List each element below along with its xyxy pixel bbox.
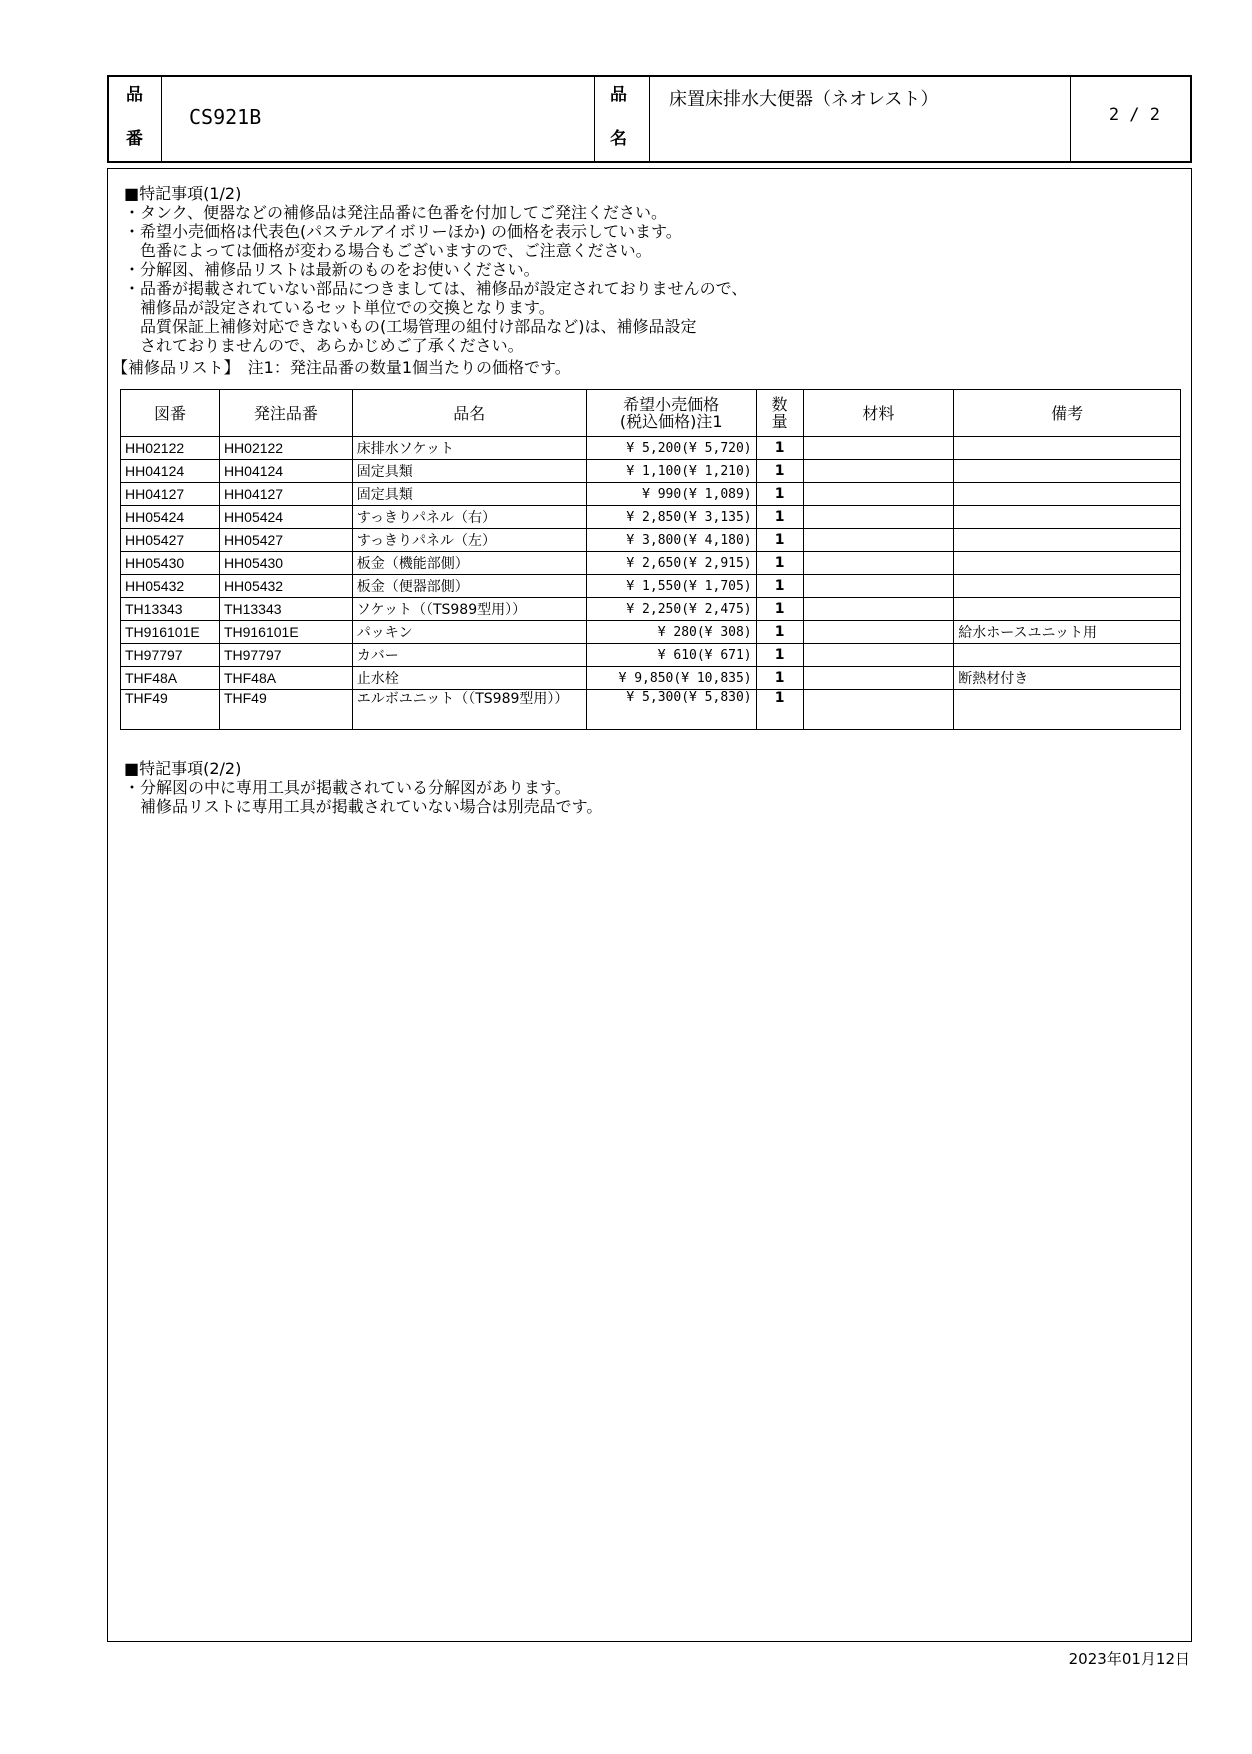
note-line: ・品番が掲載されていない部品につきましては、補修品が設定されておりませんので、 — [124, 279, 748, 298]
cell-fig: HH04124 — [121, 460, 220, 483]
header-price-line1: 希望小売価格 — [623, 395, 720, 414]
cell-price: ¥ 1,550(¥ 1,705) — [586, 575, 756, 598]
cell-material — [803, 621, 954, 644]
cell-remarks — [954, 483, 1181, 506]
table-row — [121, 506, 1181, 529]
cell-material — [803, 575, 954, 598]
table-row — [121, 690, 1181, 730]
cell-price: ¥ 2,850(¥ 3,135) — [586, 506, 756, 529]
cell-remarks — [954, 690, 1181, 730]
cell-fig: HH05427 — [121, 529, 220, 552]
cell-price: ¥ 5,200(¥ 5,720) — [586, 437, 756, 460]
cell-remarks — [954, 460, 1181, 483]
cell-name: カバー — [352, 644, 586, 667]
header-remarks: 備考 — [954, 390, 1181, 437]
header-order: 発注品番 — [219, 390, 352, 437]
cell-material — [803, 598, 954, 621]
cell-remarks — [954, 529, 1181, 552]
table-row — [121, 667, 1181, 690]
notes-title: ■特記事項(1/2) — [124, 184, 242, 203]
cell-qty: 1 — [756, 437, 803, 460]
cell-material — [803, 437, 954, 460]
special-notes-1 — [124, 184, 747, 355]
cell-order: HH05427 — [219, 529, 352, 552]
cell-price: ¥ 5,300(¥ 5,830) — [586, 690, 756, 730]
note-line: 品質保証上補修対応できないもの(工場管理の組付け部品など)は、補修品設定 — [124, 317, 697, 336]
cell-order: TH13343 — [219, 598, 352, 621]
cell-qty: 1 — [756, 552, 803, 575]
table-row — [121, 483, 1181, 506]
table-row — [121, 644, 1181, 667]
document-date: 2023年01月12日 — [1068, 1650, 1190, 1668]
cell-name: ソケット（（TS989型用）） — [352, 598, 586, 621]
cell-material — [803, 529, 954, 552]
note-line: ・分解図、補修品リストは最新のものをお使いください。 — [124, 260, 540, 279]
header-material: 材料 — [803, 390, 954, 437]
cell-material — [803, 460, 954, 483]
cell-name: 固定具類 — [352, 483, 586, 506]
cell-remarks: 断熱材付き — [954, 667, 1181, 690]
cell-material — [803, 552, 954, 575]
cell-order: THF48A — [219, 667, 352, 690]
cell-material — [803, 483, 954, 506]
special-notes-2 — [124, 759, 602, 816]
table-row — [121, 529, 1181, 552]
cell-remarks: 給水ホースユニット用 — [954, 621, 1181, 644]
note-line: 補修品リストに専用工具が掲載されていない場合は別売品です。 — [124, 797, 603, 816]
header-qty — [756, 390, 803, 437]
header-box — [107, 75, 1192, 163]
note-line: 色番によっては価格が変わる場合もございますので、ご注意ください。 — [124, 241, 652, 260]
cell-material — [803, 690, 954, 730]
cell-qty: 1 — [756, 690, 803, 730]
cell-name: 固定具類 — [352, 460, 586, 483]
cell-price: ¥ 9,850(¥ 10,835) — [586, 667, 756, 690]
cell-remarks — [954, 598, 1181, 621]
parts-list-title: 【補修品リスト】 注1：発注品番の数量1個当たりの価格です。 — [112, 358, 571, 377]
table-row — [121, 460, 1181, 483]
header-divider — [649, 77, 650, 161]
cell-qty: 1 — [756, 621, 803, 644]
cell-fig: HH05424 — [121, 506, 220, 529]
parts-table — [120, 389, 1181, 730]
cell-price: ¥ 990(¥ 1,089) — [586, 483, 756, 506]
note-line: ・分解図の中に専用工具が掲載されている分解図があります。 — [124, 778, 571, 797]
header-qty-line1: 数 — [771, 395, 788, 414]
cell-price: ¥ 1,100(¥ 1,210) — [586, 460, 756, 483]
table-row — [121, 598, 1181, 621]
cell-remarks — [954, 644, 1181, 667]
cell-qty: 1 — [756, 644, 803, 667]
cell-material — [803, 506, 954, 529]
cell-remarks — [954, 552, 1181, 575]
name-label-top: 品 — [610, 85, 627, 105]
cell-remarks — [954, 506, 1181, 529]
header-qty-line2: 量 — [771, 412, 788, 431]
cell-price: ¥ 610(¥ 671) — [586, 644, 756, 667]
page-number: 2 / 2 — [1108, 105, 1160, 125]
cell-name: 板金（便器部側） — [352, 575, 586, 598]
cell-qty: 1 — [756, 460, 803, 483]
cell-name: エルボユニット（（TS989型用）） — [352, 690, 586, 730]
cell-qty: 1 — [756, 483, 803, 506]
name-label-bottom: 名 — [610, 129, 627, 149]
cell-price: ¥ 280(¥ 308) — [586, 621, 756, 644]
note-line: ・希望小売価格は代表色(パステルアイボリーほか) の価格を表示しています。 — [124, 222, 682, 241]
product-name: 床置床排水大便器（ネオレスト） — [669, 89, 939, 110]
cell-fig: TH916101E — [121, 621, 220, 644]
cell-remarks — [954, 575, 1181, 598]
note-line: ・タンク、便器などの補修品は発注品番に色番を付加してご発注ください。 — [124, 203, 668, 222]
cell-order: HH04124 — [219, 460, 352, 483]
header-fig: 図番 — [121, 390, 220, 437]
cell-fig: HH04127 — [121, 483, 220, 506]
note-line: 補修品が設定されているセット単位での交換となります。 — [124, 298, 555, 317]
header-divider — [1070, 77, 1071, 161]
cell-price: ¥ 3,800(¥ 4,180) — [586, 529, 756, 552]
cell-order: HH02122 — [219, 437, 352, 460]
table-row — [121, 575, 1181, 598]
table-header-row — [121, 390, 1181, 437]
cell-order: TH916101E — [219, 621, 352, 644]
cell-fig: HH02122 — [121, 437, 220, 460]
cell-fig: HH05430 — [121, 552, 220, 575]
cell-name: 止水栓 — [352, 667, 586, 690]
cell-name: 床排水ソケット — [352, 437, 586, 460]
cell-material — [803, 667, 954, 690]
cell-fig: THF49 — [121, 690, 220, 730]
code-label-top: 品 — [126, 85, 143, 105]
cell-name: すっきりパネル（右） — [352, 506, 586, 529]
cell-order: TH97797 — [219, 644, 352, 667]
cell-name: すっきりパネル（左） — [352, 529, 586, 552]
cell-qty: 1 — [756, 506, 803, 529]
cell-order: HH05430 — [219, 552, 352, 575]
table-row — [121, 552, 1181, 575]
notes-title: ■特記事項(2/2) — [124, 759, 242, 778]
cell-qty: 1 — [756, 598, 803, 621]
main-content-box — [107, 168, 1192, 1642]
cell-remarks — [954, 437, 1181, 460]
cell-fig: HH05432 — [121, 575, 220, 598]
table-row — [121, 621, 1181, 644]
cell-qty: 1 — [756, 575, 803, 598]
cell-fig: TH97797 — [121, 644, 220, 667]
header-price — [586, 390, 756, 437]
cell-order: THF49 — [219, 690, 352, 730]
cell-price: ¥ 2,250(¥ 2,475) — [586, 598, 756, 621]
cell-order: HH04127 — [219, 483, 352, 506]
product-code: CS921B — [189, 105, 262, 129]
cell-name: 板金（機能部側） — [352, 552, 586, 575]
cell-qty: 1 — [756, 529, 803, 552]
table-row — [121, 437, 1181, 460]
header-name: 品名 — [352, 390, 586, 437]
code-label-bottom: 番 — [126, 129, 143, 149]
note-line: されておりませんので、あらかじめご了承ください。 — [124, 336, 524, 355]
cell-qty: 1 — [756, 667, 803, 690]
cell-name: パッキン — [352, 621, 586, 644]
cell-order: HH05432 — [219, 575, 352, 598]
header-divider — [161, 77, 162, 161]
header-price-line2: (税込価格)注1 — [619, 412, 723, 431]
cell-price: ¥ 2,650(¥ 2,915) — [586, 552, 756, 575]
cell-fig: THF48A — [121, 667, 220, 690]
header-divider — [594, 77, 595, 161]
cell-fig: TH13343 — [121, 598, 220, 621]
cell-material — [803, 644, 954, 667]
cell-order: HH05424 — [219, 506, 352, 529]
